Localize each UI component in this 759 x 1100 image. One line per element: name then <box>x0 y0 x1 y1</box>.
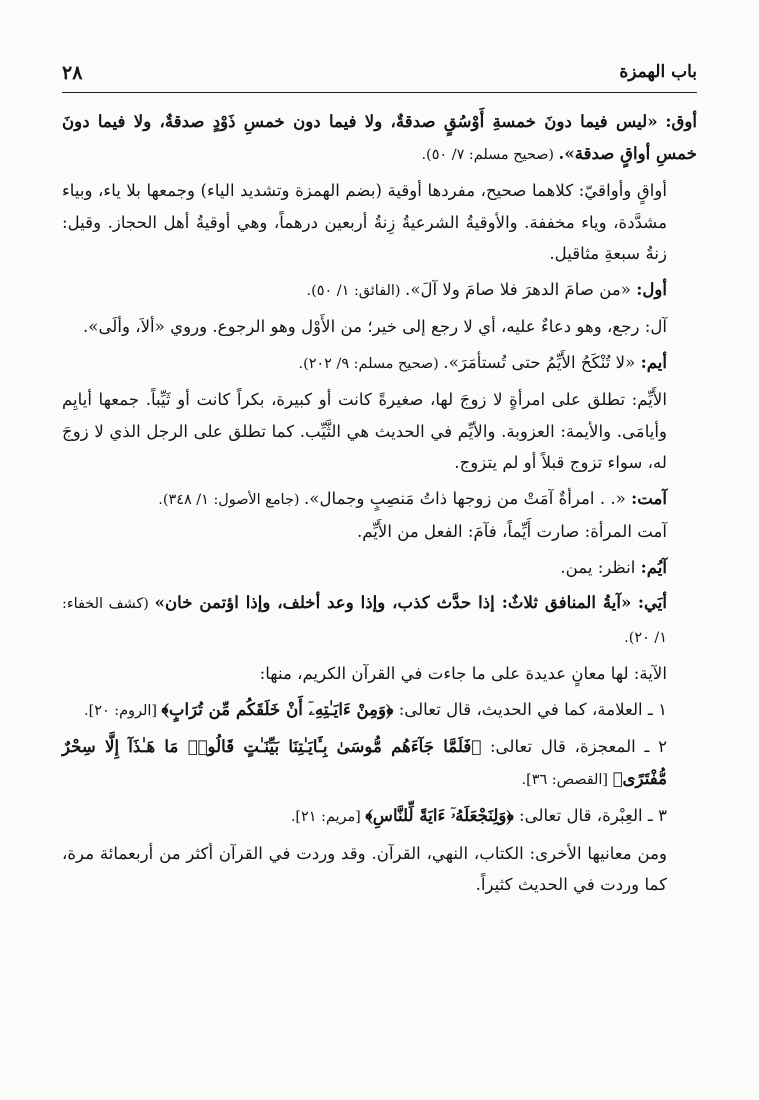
citation: (جامع الأصول: ١/ ٣٤٨). <box>158 491 305 508</box>
headword: آمت: <box>631 487 667 508</box>
hadith-text: «ليس فيما دونَ خمسةِ أَوْسُقٍ صدقةٌ، ولا فيما دون خمسِ ذَوْدٍ صدقةٌ، ولا فيما دونَ خمسِ أواقٍ صدقة». <box>62 111 697 163</box>
quran-verse: ﴿وَلِنَجْعَلَهُۥٓ ءَايَةً لِّلنَّاسِ﴾ <box>365 805 514 825</box>
verse-reference: [الروم: ٢٠]. <box>84 702 162 719</box>
definition: آمت المرأة: صارت أَيِّماً، فآمَ: الفعل من الأَيِّم. <box>356 522 667 541</box>
page-content <box>62 106 697 901</box>
entry-aym2 <box>62 552 697 584</box>
closing-text: ومن معانيها الأخرى: الكتاب، النهي، القرآن. وقد وردت في القرآن أكثر من أربعمائة مرة، كما وردت في الحديث كثيراً. <box>62 843 667 894</box>
hadith-text: «من صامَ الدهرَ فلا صامَ ولا آلَ». <box>405 279 631 299</box>
definition: آل: رجع، وهو دعاءٌ عليه، أي لا رجع إلى خير؛ من الأَوْل وهو الرجوع. وروي «ألاَ، وألَى». <box>83 317 667 336</box>
list-item <box>62 800 697 834</box>
item-lead: ١ ـ العلامة، كما في الحديث، قال تعالى: <box>393 699 667 719</box>
page-number: ٢٨ <box>62 62 83 84</box>
definition: انظر: يمن. <box>560 557 641 577</box>
verse-reference: [مريم: ٢١]. <box>290 809 366 825</box>
citation: (صحيح مسلم: ٩/ ٢٠٢). <box>298 355 444 372</box>
definition: الأَيِّم: تطلق على امرأةٍ لا زوجَ لها، صغيرةً كانت أو كبيرة، بكراً كانت أو ثَيِّباً. جمعها أيايِم وأيامَى. والأيمة: العزوبة. والأيِّم في الحديث هي الثَّيِّب. كما تطلق على الرجل الذي لا زوجَ له، سواء تزوج قبلاً أو لم يتزوج. <box>62 390 667 472</box>
hadith-text: «آيةُ المنافق ثلاثٌ: إذا حدَّث كذب، وإذا وعد أخلف، وإذا اؤتمن خان» <box>154 592 632 612</box>
entry-ayy <box>62 587 697 654</box>
hadith-text: «لا تُنْكَحُ الأَيِّمُ حتى تُستأمَرَ». <box>443 352 636 372</box>
headword: أيم: <box>640 351 667 372</box>
citation: (صحيح مسلم: ٧/ ٥٠). <box>421 146 559 163</box>
hadith-text: «. . امرأةٌ آمَتْ من زوجها ذاتُ مَنصِبٍ وجمال». <box>304 488 626 508</box>
entry-amat <box>62 483 697 517</box>
quran-verse: ﴿فَلَمَّا جَآءَهُم مُّوسَىٰ بِـَٔايَـٰتِنَا بَيِّنَـٰتٍ قَالُوا۟ مَا هَـٰذَآ إِلَّا سِحْرٌ مُّفْتَرًى﴾ <box>62 736 667 788</box>
entry-awq <box>62 106 697 171</box>
verse-reference: [القصص: ٣٦]. <box>521 771 613 788</box>
page-header <box>62 58 697 93</box>
intro-text: الآية: لها معانٍ عديدة على ما جاءت في القرآن الكريم، منها: <box>259 664 667 683</box>
entry-awl <box>62 274 697 308</box>
headword: أيَي: <box>637 592 667 612</box>
headword: أوق: <box>665 111 698 131</box>
quran-verse: ﴿وَمِنْ ءَايَـٰتِهِۦٓ أَنْ خَلَقَكُم مِّن تُرَابٍ﴾ <box>161 698 394 719</box>
citation: (الفائق: ١/ ٥٠). <box>306 282 406 299</box>
headword: آيُم: <box>640 556 667 577</box>
item-lead: ٢ ـ المعجزة، قال تعالى: <box>481 737 667 756</box>
list-item <box>62 731 697 796</box>
entry-aym <box>62 347 697 381</box>
list-item <box>62 694 697 728</box>
definition: أواقٍ وأواقيّ: كلاهما صحيح، مفردها أوقية (بضم الهمزة وتشديد الياء) وجمعها بلا ياء، وبياء مشدَّدة، وياء مخففة. والأوقيةُ الشرعيةُ زِنةُ أربعين درهماً، وهي أوقيةُ أهل الحجاز. وقيل: زنةُ سبعةِ مثاقيل. <box>62 181 667 263</box>
headword: أول: <box>636 278 667 299</box>
item-lead: ٣ ـ العِبْرة، قال تعالى: <box>513 806 667 825</box>
citation: (كشف الخفاء: ١/ ٢٠). <box>62 596 667 646</box>
chapter-title: باب الهمزة <box>619 62 697 82</box>
